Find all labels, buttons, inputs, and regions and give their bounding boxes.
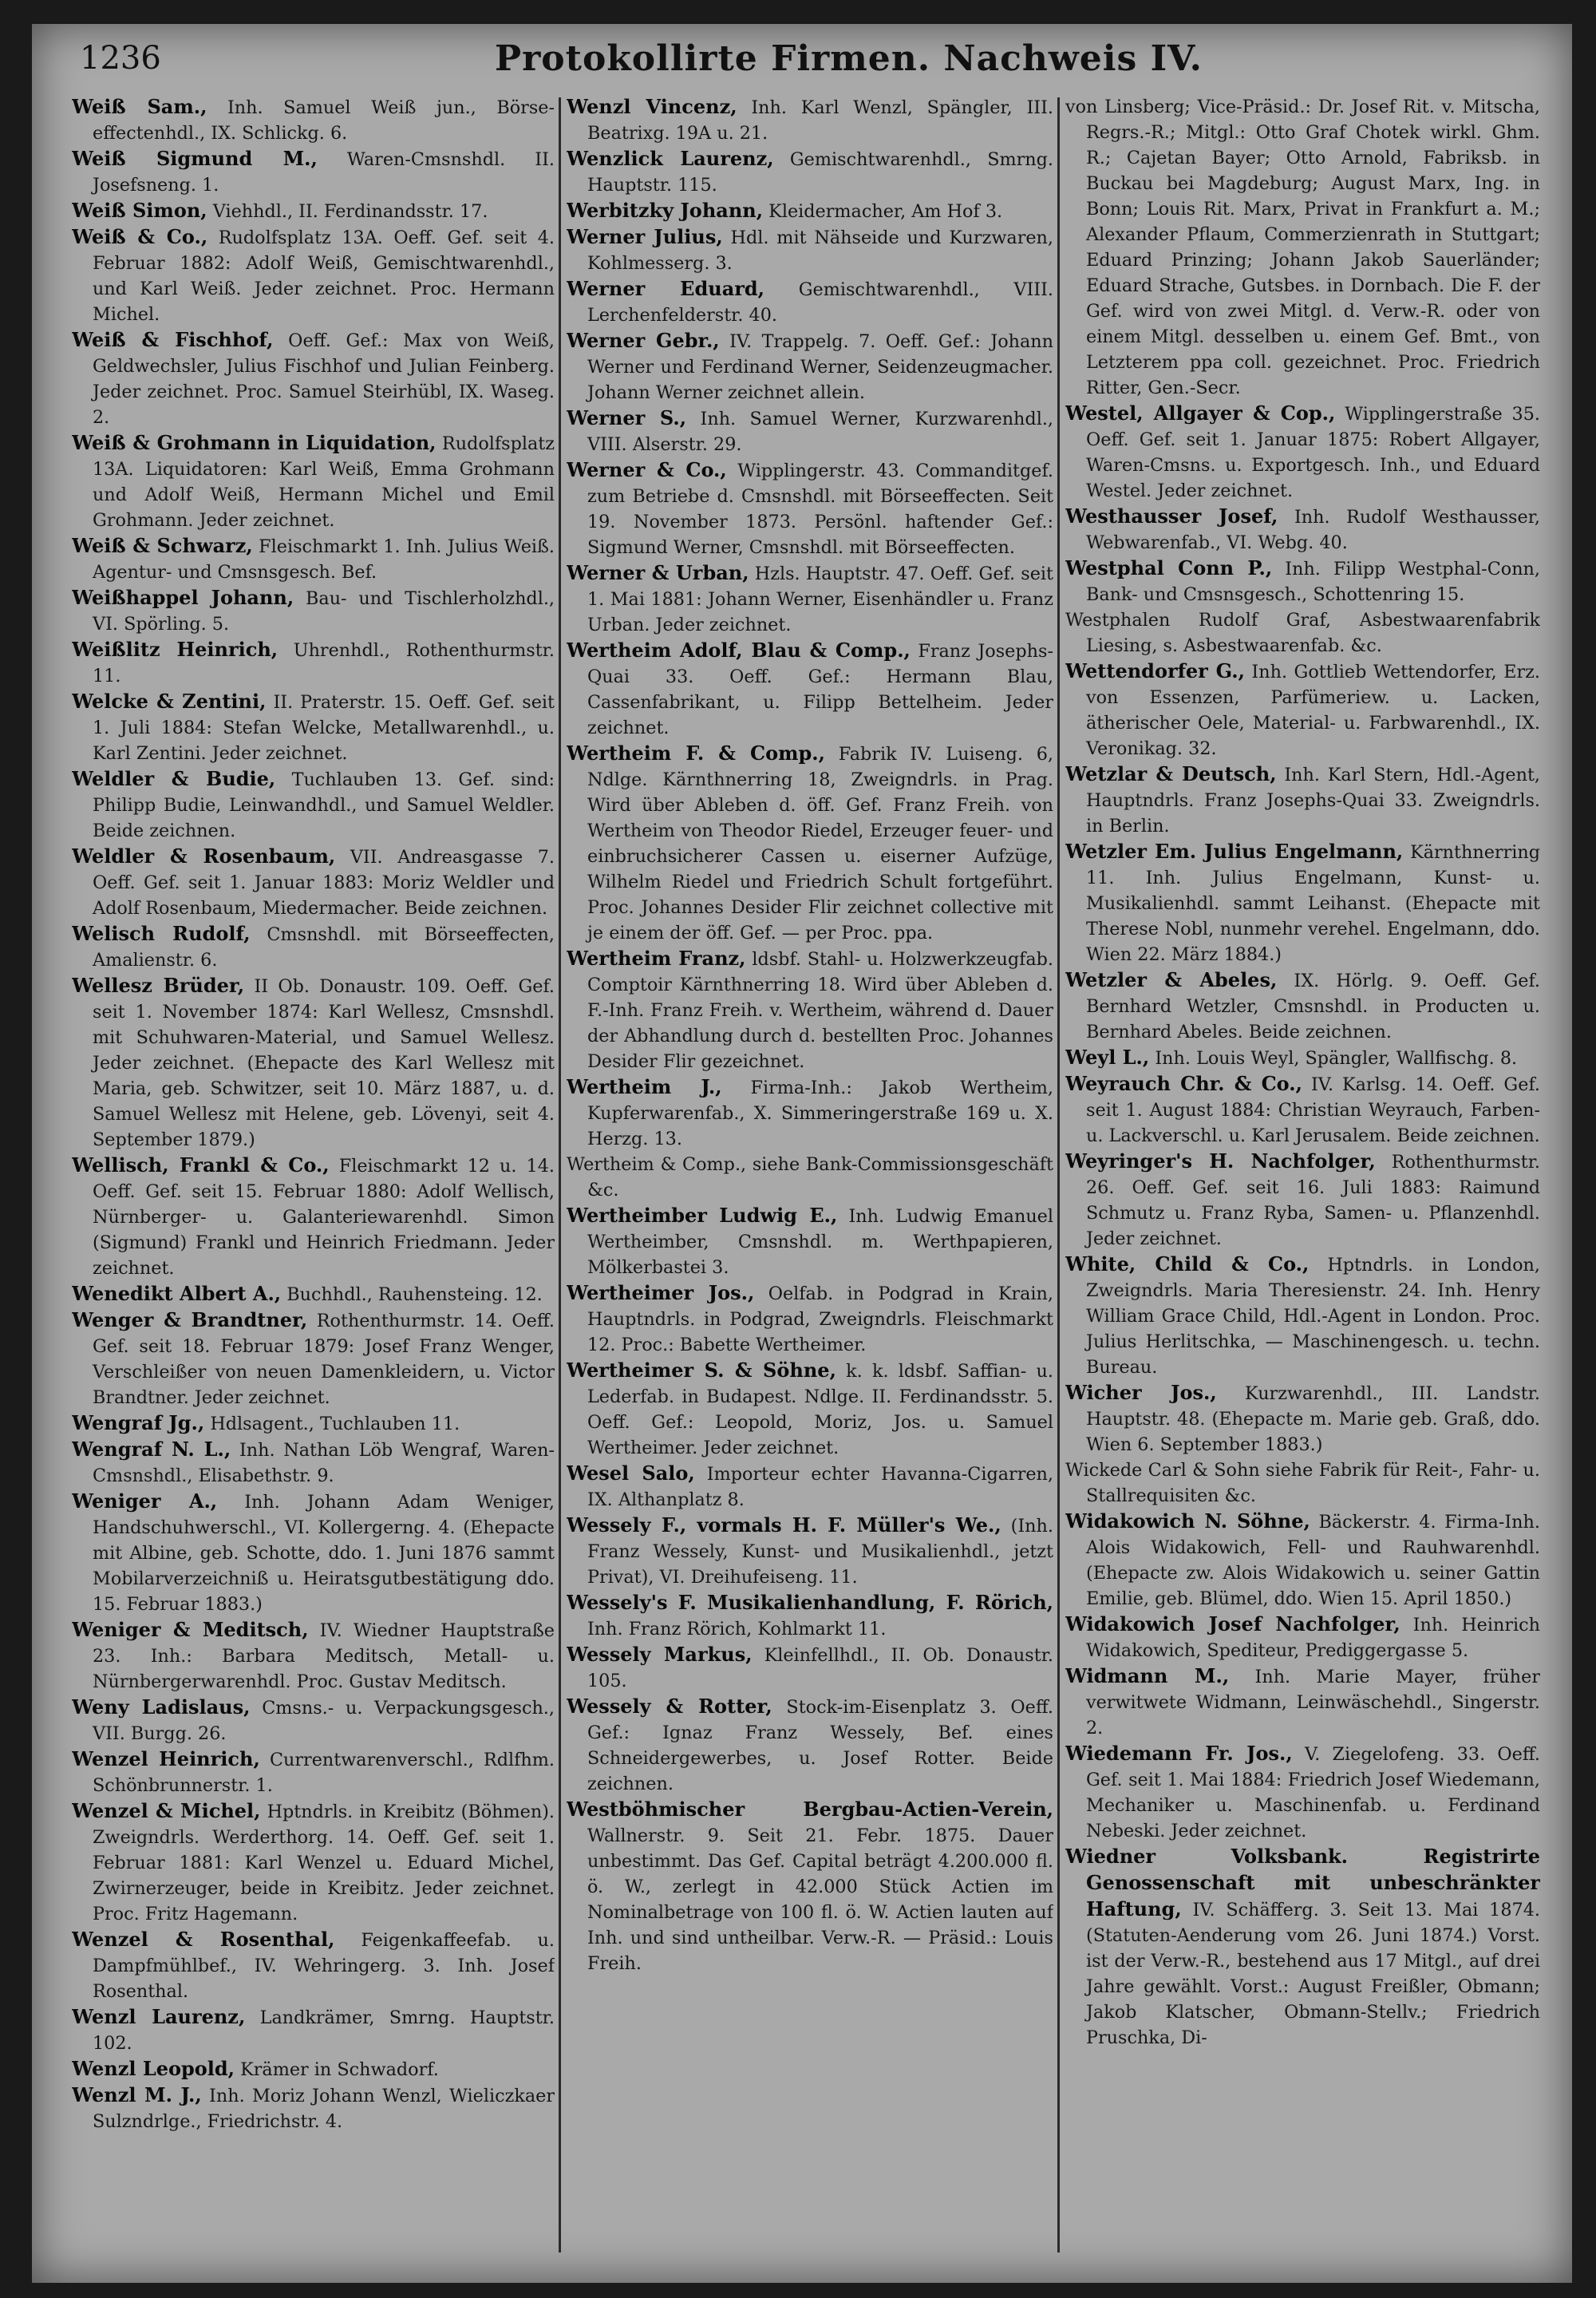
firm-name: Wenger & Brandtner, — [72, 1308, 308, 1331]
firm-name: Wesel Salo, — [567, 1461, 695, 1485]
entry-text: (Inh. Franz Wessely, Kunst- und Musikalienhdl., jetzt Privat), VI. Dreihufeiseng. 11. — [587, 1516, 1053, 1588]
entry-text: Rothenthurmstr. 14. Oeff. Gef. seit 18. Februar 1879: Josef Franz Wenger, Verschleißer von neuen Damenkleidern, u. Victor Brandtner. Jeder zeichnet. — [93, 1311, 555, 1408]
directory-entry — [567, 405, 1053, 457]
entry-text: V. Ziegelofeng. 33. Oeff. Gef. seit 1. Mai 1884: Friedrich Josef Wiedemann, Mechaniker u. Maschinenfab. u. Ferdinand Nebeski. Jeder zeichnet. — [1086, 1744, 1540, 1841]
firm-name: Widmann M., — [1065, 1664, 1230, 1687]
directory-entry — [567, 1642, 1053, 1694]
directory-entry — [72, 533, 555, 585]
directory-entry — [72, 1410, 555, 1437]
entry-text: Westphalen Rudolf Graf, Asbestwaarenfabrik Liesing, s. Asbestwaarenfab. &c. — [1065, 610, 1540, 656]
directory-entry — [567, 1694, 1053, 1797]
entry-text: Stock-im-Eisenplatz 3. Oeff. Gef.: Ignaz Franz Wessely, Bef. eines Schneidergewerbes, u. Josef Rotter. Beide zeichnen. — [587, 1697, 1053, 1794]
directory-entry — [72, 973, 555, 1153]
directory-entry — [72, 585, 555, 637]
firm-name: Wettendorfer G., — [1065, 659, 1245, 682]
firm-name: Wicher Jos., — [1065, 1381, 1217, 1404]
directory-entry — [72, 146, 555, 198]
directory-page — [32, 24, 1572, 2283]
firm-name: Weißhappel Johann, — [72, 586, 294, 609]
directory-entry — [567, 1074, 1053, 1152]
entry-text: Feigenkaffeefab. u. Dampfmühlbef., IV. Wehringerg. 3. Inh. Josef Rosenthal. — [93, 1930, 555, 2002]
directory-entry — [1065, 1252, 1540, 1380]
entry-text: Currentwarenverschl., Rdlfhm. Schönbrunnerstr. 1. — [93, 1750, 555, 1796]
directory-entry — [72, 94, 555, 146]
entry-text: Rudolfsplatz 13A. Oeff. Gef. seit 4. Februar 1882: Adolf Weiß, Gemischtwarenhdl., und Karl Weiß. Jeder zeichnet. Proc. Hermann Michel. — [93, 227, 555, 325]
directory-entry — [72, 1695, 555, 1746]
firm-name: Werbitzky Johann, — [567, 199, 764, 222]
entry-text: Inh. Franz Rörich, Kohlmarkt 11. — [587, 1619, 887, 1639]
firm-name: White, Child & Co., — [1065, 1252, 1310, 1276]
directory-entry — [72, 430, 555, 533]
firm-name: Westphal Conn P., — [1065, 556, 1273, 579]
firm-name: Wenzel & Rosenthal, — [72, 1928, 335, 1951]
directory-entry — [1065, 1149, 1540, 1252]
firm-name: Westel, Allgayer & Cop., — [1065, 401, 1336, 425]
directory-entry — [1065, 607, 1540, 659]
directory-entry — [72, 1307, 555, 1410]
directory-entry — [72, 1617, 555, 1695]
entry-text: Bau- und Tischlerholzhdl., VI. Spörling. 5. — [93, 588, 555, 635]
directory-entry — [567, 1513, 1053, 1590]
directory-entry — [72, 198, 555, 224]
entry-text: Inh. Filipp Westphal-Conn, Bank- und Cmsnsgesch., Schottenring 15. — [1086, 559, 1540, 605]
firm-name: Wellesz Brüder, — [72, 974, 245, 997]
entry-text: Importeur echter Havanna-Cigarren, IX. Althanplatz 8. — [587, 1464, 1053, 1510]
directory-entry — [567, 146, 1053, 198]
entry-text: Inh. Moriz Johann Wenzl, Wieliczkaer Sulzndrlge., Friedrichstr. 4. — [93, 2086, 555, 2132]
firm-name: Wessely Markus, — [567, 1643, 753, 1666]
firm-name: Weny Ladislaus, — [72, 1695, 251, 1719]
running-title: Protokollirte Firmen. Nachweis IV. — [495, 38, 1203, 79]
entry-text: Wipplingerstr. 43. Commanditgef. zum Betriebe d. Cmsnshdl. mit Börseeffecten. Seit 19. November 1873. Persönl. haftender Gef.: Sigmund Werner, Cmsnshdl. mit Börseeffecten. — [587, 461, 1053, 558]
directory-entry — [567, 276, 1053, 328]
directory-entry — [72, 1153, 555, 1281]
directory-entry — [567, 328, 1053, 405]
directory-entry — [1065, 556, 1540, 607]
firm-name: Welisch Rudolf, — [72, 922, 251, 945]
entry-text: Inh. Ludwig Emanuel Wertheimber, Cmsnshdl. m. Werthpapieren, Mölkerbastei 3. — [587, 1206, 1053, 1278]
entry-text: Cmsnshdl. mit Börseeffecten, Amalienstr. 6. — [93, 924, 555, 971]
firm-name: Wertheim Franz, — [567, 947, 746, 970]
directory-entry — [72, 637, 555, 689]
firm-name: Weißlitz Heinrich, — [72, 638, 279, 661]
directory-entry — [72, 1281, 555, 1307]
directory-entry — [72, 2056, 555, 2082]
entry-text: Inh. Rudolf Westhausser, Webwarenfab., VI. Webg. 40. — [1086, 507, 1540, 553]
directory-entry — [567, 1797, 1053, 1976]
entry-text: Hptndrls. in London, Zweigndrls. Maria Theresienstr. 24. Inh. Henry William Grace Child, Hdl.-Agent in London. Proc. Julius Herlitschka, — Maschinengesch. u. techn. Bureau. — [1086, 1255, 1540, 1378]
directory-entry — [567, 1590, 1053, 1642]
entry-text: Wallnerstr. 9. Seit 21. Febr. 1875. Dauer unbestimmt. Das Gef. Capital beträgt 4.200.000 fl. ö. W., zerlegt in 42.000 Stück Actien im Nominalbetrage von 100 fl. ö. W. Actien lauten auf Inh. und sind untheilbar. Verw.-R. — Präsid.: Louis Freih. — [587, 1825, 1053, 1974]
directory-entry — [567, 224, 1053, 276]
firm-name: Wertheim J., — [567, 1075, 722, 1098]
directory-entry — [567, 1358, 1053, 1461]
directory-entry — [567, 1203, 1053, 1280]
entry-text: Viehhdl., II. Ferdinandsstr. 17. — [212, 201, 488, 222]
column-2 — [567, 94, 1053, 2265]
directory-entry — [567, 94, 1053, 146]
entry-text: Kleinfellhdl., II. Ob. Donaustr. 105. — [587, 1645, 1053, 1691]
directory-entry — [567, 1152, 1053, 1203]
directory-entry — [567, 457, 1053, 560]
firm-name: Wertheimber Ludwig E., — [567, 1204, 838, 1227]
directory-entry — [1065, 1458, 1540, 1509]
entry-text: Kurzwarenhdl., III. Landstr. Hauptstr. 48. (Ehepacte m. Marie geb. Graß, ddo. Wien 6. September 1883.) — [1086, 1383, 1540, 1455]
entry-text: IV. Karlsg. 14. Oeff. Gef. seit 1. August 1884: Christian Weyrauch, Farben- u. Lackverschl. u. Karl Jerusalem. Beide zeichnen. — [1086, 1074, 1540, 1146]
firm-name: Wetzlar & Deutsch, — [1065, 762, 1277, 785]
directory-entry — [1065, 1612, 1540, 1663]
directory-entry — [72, 224, 555, 327]
entry-text: Wickede Carl & Sohn siehe Fabrik für Reit-, Fahr- u. Stallrequisiten &c. — [1065, 1460, 1540, 1506]
directory-entry — [1065, 1071, 1540, 1149]
entry-text: Wertheim & Comp., siehe Bank-Commissionsgeschäft &c. — [567, 1154, 1053, 1200]
entry-text: Franz Josephs-Quai 33. Oeff. Gef.: Hermann Blau, Cassenfabrikant, u. Filipp Bettelheim. Jeder zeichnet. — [587, 641, 1053, 738]
firm-name: Wertheim F. & Comp., — [567, 742, 826, 765]
entry-text: Gemischtwarenhdl., VIII. Lerchenfelderstr. 40. — [587, 279, 1053, 326]
firm-name: Weyringer's H. Nachfolger, — [1065, 1149, 1376, 1173]
directory-entry — [72, 1489, 555, 1617]
entry-text: Buchhdl., Rauhensteing. 12. — [286, 1284, 543, 1305]
entry-text: Fabrik IV. Luiseng. 6, Ndlge. Kärnthnerring 18, Zweigndrls. in Prag. Wird über Ableben d. öff. Gef. Franz Freih. von Wertheim von Theodor Riedel, Erzeuger feuer- und einbruchsicherer Cassen u. eiserner Aufzüge, Wilhelm Riedel und Friedrich Schult fortgeführt. Proc. Johannes Desider Flir zeichnet collective mit je einem der öff. Gef. — per Proc. ppa. — [587, 744, 1053, 943]
entry-text: Inh. Heinrich Widakowich, Spediteur, Prediggergasse 5. — [1086, 1615, 1540, 1661]
firm-name: Wenedikt Albert A., — [72, 1282, 282, 1305]
entry-text: Hzls. Hauptstr. 47. Oeff. Gef. seit 1. Mai 1881: Johann Werner, Eisenhändler u. Franz Urban. Jeder zeichnet. — [587, 564, 1053, 635]
directory-entry — [1065, 839, 1540, 967]
firm-name: Weiß Sigmund M., — [72, 147, 318, 170]
directory-entry — [1065, 761, 1540, 839]
entry-text: Inh. Louis Weyl, Spängler, Wallfischg. 8. — [1155, 1048, 1518, 1069]
firm-name: Wenzel Heinrich, — [72, 1747, 260, 1770]
firm-name: Weyl L., — [1065, 1046, 1150, 1069]
entry-text: Fleischmarkt 1. Inh. Julius Weiß. Agentur- und Cmsnsgesch. Bef. — [93, 536, 555, 583]
entry-text: Gemischtwarenhdl., Smrng. Hauptstr. 115. — [587, 149, 1053, 196]
directory-entry — [1065, 94, 1540, 401]
directory-entry — [567, 638, 1053, 741]
firm-name: Welcke & Zentini, — [72, 690, 267, 713]
directory-entry — [567, 1280, 1053, 1358]
firm-name: Wenzl Laurenz, — [72, 2005, 246, 2028]
firm-name: Wertheimer Jos., — [567, 1281, 755, 1304]
directory-entry — [1065, 659, 1540, 761]
firm-name: Wetzler & Abeles, — [1065, 968, 1278, 991]
firm-name: Wenzl Vincenz, — [567, 95, 737, 118]
entry-text: Krämer in Schwadorf. — [240, 2059, 439, 2080]
entry-text: Uhrenhdl., Rothenthurmstr. 11. — [93, 640, 555, 686]
firm-name: Weldler & Budie, — [72, 767, 276, 790]
firm-name: Wellisch, Frankl & Co., — [72, 1153, 330, 1177]
firm-name: Weyrauch Chr. & Co., — [1065, 1072, 1302, 1095]
entry-text: IV. Trappelg. 7. Oeff. Gef.: Johann Werner und Ferdinand Werner, Seidenzeugmacher. Johann Werner zeichnet allein. — [587, 331, 1053, 403]
firm-name: Werner Eduard, — [567, 277, 765, 300]
firm-name: Wenzel & Michel, — [72, 1799, 261, 1822]
firm-name: Weniger & Meditsch, — [72, 1618, 309, 1641]
entry-text: Cmsns.- u. Verpackungsgesch., VII. Burgg. 26. — [93, 1698, 555, 1744]
directory-entry — [72, 689, 555, 766]
directory-entry — [72, 1437, 555, 1489]
entry-text: Bäckerstr. 4. Firma-Inh. Alois Widakowich, Fell- und Rauhwarenhdl. (Ehepacte zw. Alois Widakowich u. seiner Gattin Emilie, geb. Blümel, ddo. Wien 15. April 1850.) — [1086, 1512, 1540, 1609]
firm-name: Weiß Sam., — [72, 95, 207, 118]
entry-text: Inh. Gottlieb Wettendorfer, Erz. von Essenzen, Parfümeriew. u. Lacken, ätherischer Oele, Material- u. Farbwarenhdl., IX. Veronikag. 32. — [1086, 662, 1540, 759]
entry-text: Wipplingerstraße 35. Oeff. Gef. seit 1. Januar 1875: Robert Allgayer, Waren-Cmsns. u. Exportgesch. Inh., und Eduard Westel. Jeder zeichnet. — [1086, 404, 1540, 501]
firm-name: Wessely & Rotter, — [567, 1695, 772, 1718]
directory-entry — [72, 1746, 555, 1798]
directory-entry — [1065, 1045, 1540, 1071]
entry-text: von Linsberg; Vice-Präsid.: Dr. Josef Rit. v. Mitscha, Regrs.-R.; Mitgl.: Otto Graf Chotek wirkl. Ghm. R.; Cajetan Bayer; Otto Arnold, Fabriksb. in Buckau bei Magdeburg; August Marx, Ing. in Bonn; Louis Rit. Marx, Privat in Frankfurt a. M.; Alexander Pflaum, Commerzienrath in Stuttgart; Eduard Prinzing; Johann Jakob Sauerländer; Eduard Strache, Gutsbes. in Dornbach. Die F. der Gef. wird von zwei Mitgl. d. Verw.-R. oder von einem Mitgl. desselben u. einem Gef. Bmt., von Letzterem ppa coll. gezeichnet. Proc. Friedrich Ritter, Gen.-Secr. — [1065, 97, 1540, 398]
firm-name: Wengraf N. L., — [72, 1438, 231, 1461]
firm-name: Weniger A., — [72, 1489, 218, 1513]
directory-entry — [1065, 1509, 1540, 1612]
firm-name: Werner Gebr., — [567, 329, 720, 352]
entry-text: Oelfab. in Podgrad in Krain, Hauptndrls. in Podgrad, Zweigndrls. Fleischmarkt 12. Proc.: Babette Wertheimer. — [587, 1283, 1053, 1355]
firm-name: Wetzler Em. Julius Engelmann, — [1065, 840, 1404, 863]
directory-entry — [1065, 967, 1540, 1045]
entry-text: Waren-Cmsnshdl. II. Josefsneng. 1. — [93, 149, 555, 196]
column-1 — [72, 94, 555, 2265]
entry-text: Hptndrls. in Kreibitz (Böhmen). Zweigndrls. Werderthorg. 14. Oeff. Gef. seit 1. Februar 1881: Karl Wenzel u. Eduard Michel, Zwirnerzeuger, beide in Kreibitz. Jeder zeichnet. Proc. Fritz Hagemann. — [93, 1802, 555, 1924]
firm-name: Weiß & Schwarz, — [72, 534, 253, 557]
entry-text: Kärnthnerring 11. Inh. Julius Engelmann, Kunst- u. Musikalienhdl. sammt Leihanst. (Ehepacte mit Therese Nobl, nunmehr verehel. Engelmann, ddo. Wien 22. März 1884.) — [1086, 842, 1540, 965]
column-divider — [1057, 97, 1060, 2253]
entry-text: IX. Hörlg. 9. Oeff. Gef. Bernhard Wetzler, Cmsnshdl. in Producten u. Bernhard Abeles. Beide zeichnen. — [1086, 971, 1540, 1042]
entry-text: Inh. Johann Adam Weniger, Handschuhwerschl., VI. Kollergerng. 4. (Ehepacte mit Albine, geb. Schotte, ddo. 1. Juni 1876 sammt Mobilarverzeichniß u. Heiratsgutbestätigung ddo. 15. Februar 1883.) — [93, 1492, 555, 1615]
entry-text: k. k. ldsbf. Saffian- u. Lederfab. in Budapest. Ndlge. II. Ferdinandsstr. 5. Oeff. Gef.: Leopold, Moriz, Jos. u. Samuel Wertheimer. Jeder zeichnet. — [587, 1361, 1053, 1458]
entry-text: II Ob. Donaustr. 109. Oeff. Gef. seit 1. November 1874: Karl Wellesz, Cmsnshdl. mit Schuhwaren-Material, und Samuel Wellesz. Jeder zeichnet. (Ehepacte des Karl Wellesz mit Maria, geb. Schwitzer, seit 10. März 1887, u. d. Samuel Wellesz mit Helene, geb. Lövenyi, seit 4. September 1879.) — [93, 976, 555, 1150]
directory-entry — [1065, 401, 1540, 504]
directory-entry — [72, 766, 555, 844]
firm-name: Wenzl M. J., — [72, 2083, 202, 2106]
entry-text: Kleidermacher, Am Hof 3. — [768, 201, 1003, 222]
directory-entry — [72, 2004, 555, 2056]
page-header — [80, 34, 1532, 89]
entry-text: IV. Wiedner Hauptstraße 23. Inh.: Barbara Meditsch, Metall- u. Nürnbergerwarenhdl. Proc. Gustav Meditsch. — [93, 1620, 555, 1692]
entry-text: Firma-Inh.: Jakob Wertheim, Kupferwarenfab., X. Simmeringerstraße 169 u. X. Herzg. 13. — [587, 1078, 1053, 1149]
directory-entry — [1065, 1663, 1540, 1741]
directory-entry — [567, 741, 1053, 946]
entry-text: ldsbf. Stahl- u. Holzwerkzeugfab. Comptoir Kärnthnerring 18. Wird über Ableben d. F.-Inh. Franz Freih. v. Wertheim, während d. Dauer der Abhandlung durch d. bestellten Proc. Johannes Desider Flir gezeichnet. — [587, 949, 1053, 1072]
directory-entry — [72, 921, 555, 973]
firm-name: Werner S., — [567, 406, 687, 429]
page-number: 1236 — [80, 40, 161, 77]
firm-name: Wenzlick Laurenz, — [567, 147, 774, 170]
column-3 — [1065, 94, 1540, 2265]
directory-entry — [567, 1461, 1053, 1513]
firm-name: Wengraf Jg., — [72, 1411, 205, 1434]
directory-entry — [1065, 1844, 1540, 2051]
entry-text: VII. Andreasgasse 7. Oeff. Gef. seit 1. Januar 1883: Moriz Weldler und Adolf Rosenbaum, Miedermacher. Beide zeichnen. — [93, 847, 555, 919]
entry-text: Tuchlauben 13. Gef. sind: Philipp Budie, Leinwandhdl., und Samuel Weldler. Beide zeichnen. — [93, 769, 555, 841]
firm-name: Werner Julius, — [567, 225, 723, 248]
entry-text: Inh. Nathan Löb Wengraf, Waren-Cmsnshdl., Elisabethstr. 9. — [93, 1440, 555, 1486]
entry-text: IV. Schäfferg. 3. Seit 13. Mai 1874. (Statuten-Aenderung vom 26. Juni 1874.) Vorst. ist der Verw.-R., bestehend aus 17 Mitgl., auf drei Jahre gewählt. Vorst.: August Freißler, Obmann; Jakob Klatscher, Obmann-Stellv.; Friedrich Pruschka, Di- — [1086, 1900, 1540, 2048]
entry-text: Fleischmarkt 12 u. 14. Oeff. Gef. seit 15. Februar 1880: Adolf Wellisch, Nürnberger- u. Galanteriewarenhdl. Simon (Sigmund) Frankl und Heinrich Friedmann. Jeder zeichnet. — [93, 1156, 555, 1279]
directory-entry — [72, 1798, 555, 1927]
directory-entry — [567, 560, 1053, 638]
column-divider — [559, 97, 561, 2253]
directory-entry — [1065, 1741, 1540, 1844]
entry-text: Hdlsagent., Tuchlauben 11. — [210, 1414, 460, 1434]
firm-name: Weldler & Rosenbaum, — [72, 844, 336, 868]
entry-text: Oeff. Gef.: Max von Weiß, Geldwechsler, Julius Fischhof und Julian Feinberg. Jeder zeichnet. Proc. Samuel Steirhübl, IX. Waseg. 2. — [93, 330, 555, 428]
firm-name: Wiedemann Fr. Jos., — [1065, 1742, 1293, 1765]
firm-name: Wessely F., vormals H. F. Müller's We., — [567, 1513, 1001, 1537]
entry-text: Inh. Samuel Weiß jun., Börse-effectenhdl., IX. Schlickg. 6. — [93, 97, 555, 144]
firm-name: Wertheimer S. & Söhne, — [567, 1359, 836, 1382]
entry-text: Inh. Karl Wenzl, Spängler, III. Beatrixg. 19A u. 21. — [587, 97, 1053, 144]
entry-text: Inh. Samuel Werner, Kurzwarenhdl., VIII. Alserstr. 29. — [587, 409, 1053, 455]
firm-name: Westböhmischer Bergbau-Actien-Verein, — [567, 1798, 1053, 1821]
directory-entry — [567, 946, 1053, 1074]
directory-entry — [1065, 504, 1540, 556]
entry-text: Hdl. mit Nähseide und Kurzwaren, Kohlmesserg. 3. — [587, 227, 1053, 274]
entry-text: Inh. Marie Mayer, früher verwitwete Widmann, Leinwäschehdl., Singerstr. 2. — [1086, 1667, 1540, 1738]
entry-text: Rothenthurmstr. 26. Oeff. Gef. seit 16. Juli 1883: Raimund Schmutz u. Franz Ryba, Samen- u. Pflanzenhdl. Jeder zeichnet. — [1086, 1152, 1540, 1249]
firm-name: Werner & Co., — [567, 458, 727, 481]
directory-entry — [72, 844, 555, 921]
directory-entry — [567, 198, 1053, 224]
firm-name: Weiß & Co., — [72, 225, 208, 248]
firm-name: Weiß Simon, — [72, 199, 207, 222]
directory-entry — [72, 2082, 555, 2134]
firm-name: Wenzl Leopold, — [72, 2057, 235, 2080]
firm-name: Werner & Urban, — [567, 561, 749, 584]
firm-name: Weiß & Fischhof, — [72, 328, 274, 351]
firm-name: Weiß & Grohmann in Liquidation, — [72, 431, 437, 454]
entry-text: Landkrämer, Smrng. Hauptstr. 102. — [93, 2007, 555, 2054]
firm-name: Widakowich Josef Nachfolger, — [1065, 1612, 1400, 1635]
directory-entry — [1065, 1380, 1540, 1458]
entry-text: Rudolfsplatz 13A. Liquidatoren: Karl Weiß, Emma Grohmann und Adolf Weiß, Hermann Michel und Emil Grohmann. Jeder zeichnet. — [93, 433, 555, 531]
firm-name: Westhausser Josef, — [1065, 504, 1278, 528]
firm-name: Wiedner Volksbank. Registrirte Genossenschaft mit unbeschränkter Haftung, — [1065, 1845, 1540, 1920]
entry-text: II. Praterstr. 15. Oeff. Gef. seit 1. Juli 1884: Stefan Welcke, Metallwarenhdl., u. Karl Zentini. Jeder zeichnet. — [93, 692, 555, 764]
directory-entry — [72, 327, 555, 430]
directory-entry — [72, 1927, 555, 2004]
firm-name: Wessely's F. Musikalienhandlung, F. Rörich, — [567, 1591, 1053, 1614]
firm-name: Widakowich N. Söhne, — [1065, 1509, 1310, 1533]
entry-text: Inh. Karl Stern, Hdl.-Agent, Hauptndrls. Franz Josephs-Quai 33. Zweigndrls. in Berlin. — [1086, 765, 1540, 837]
firm-name: Wertheim Adolf, Blau & Comp., — [567, 639, 911, 662]
